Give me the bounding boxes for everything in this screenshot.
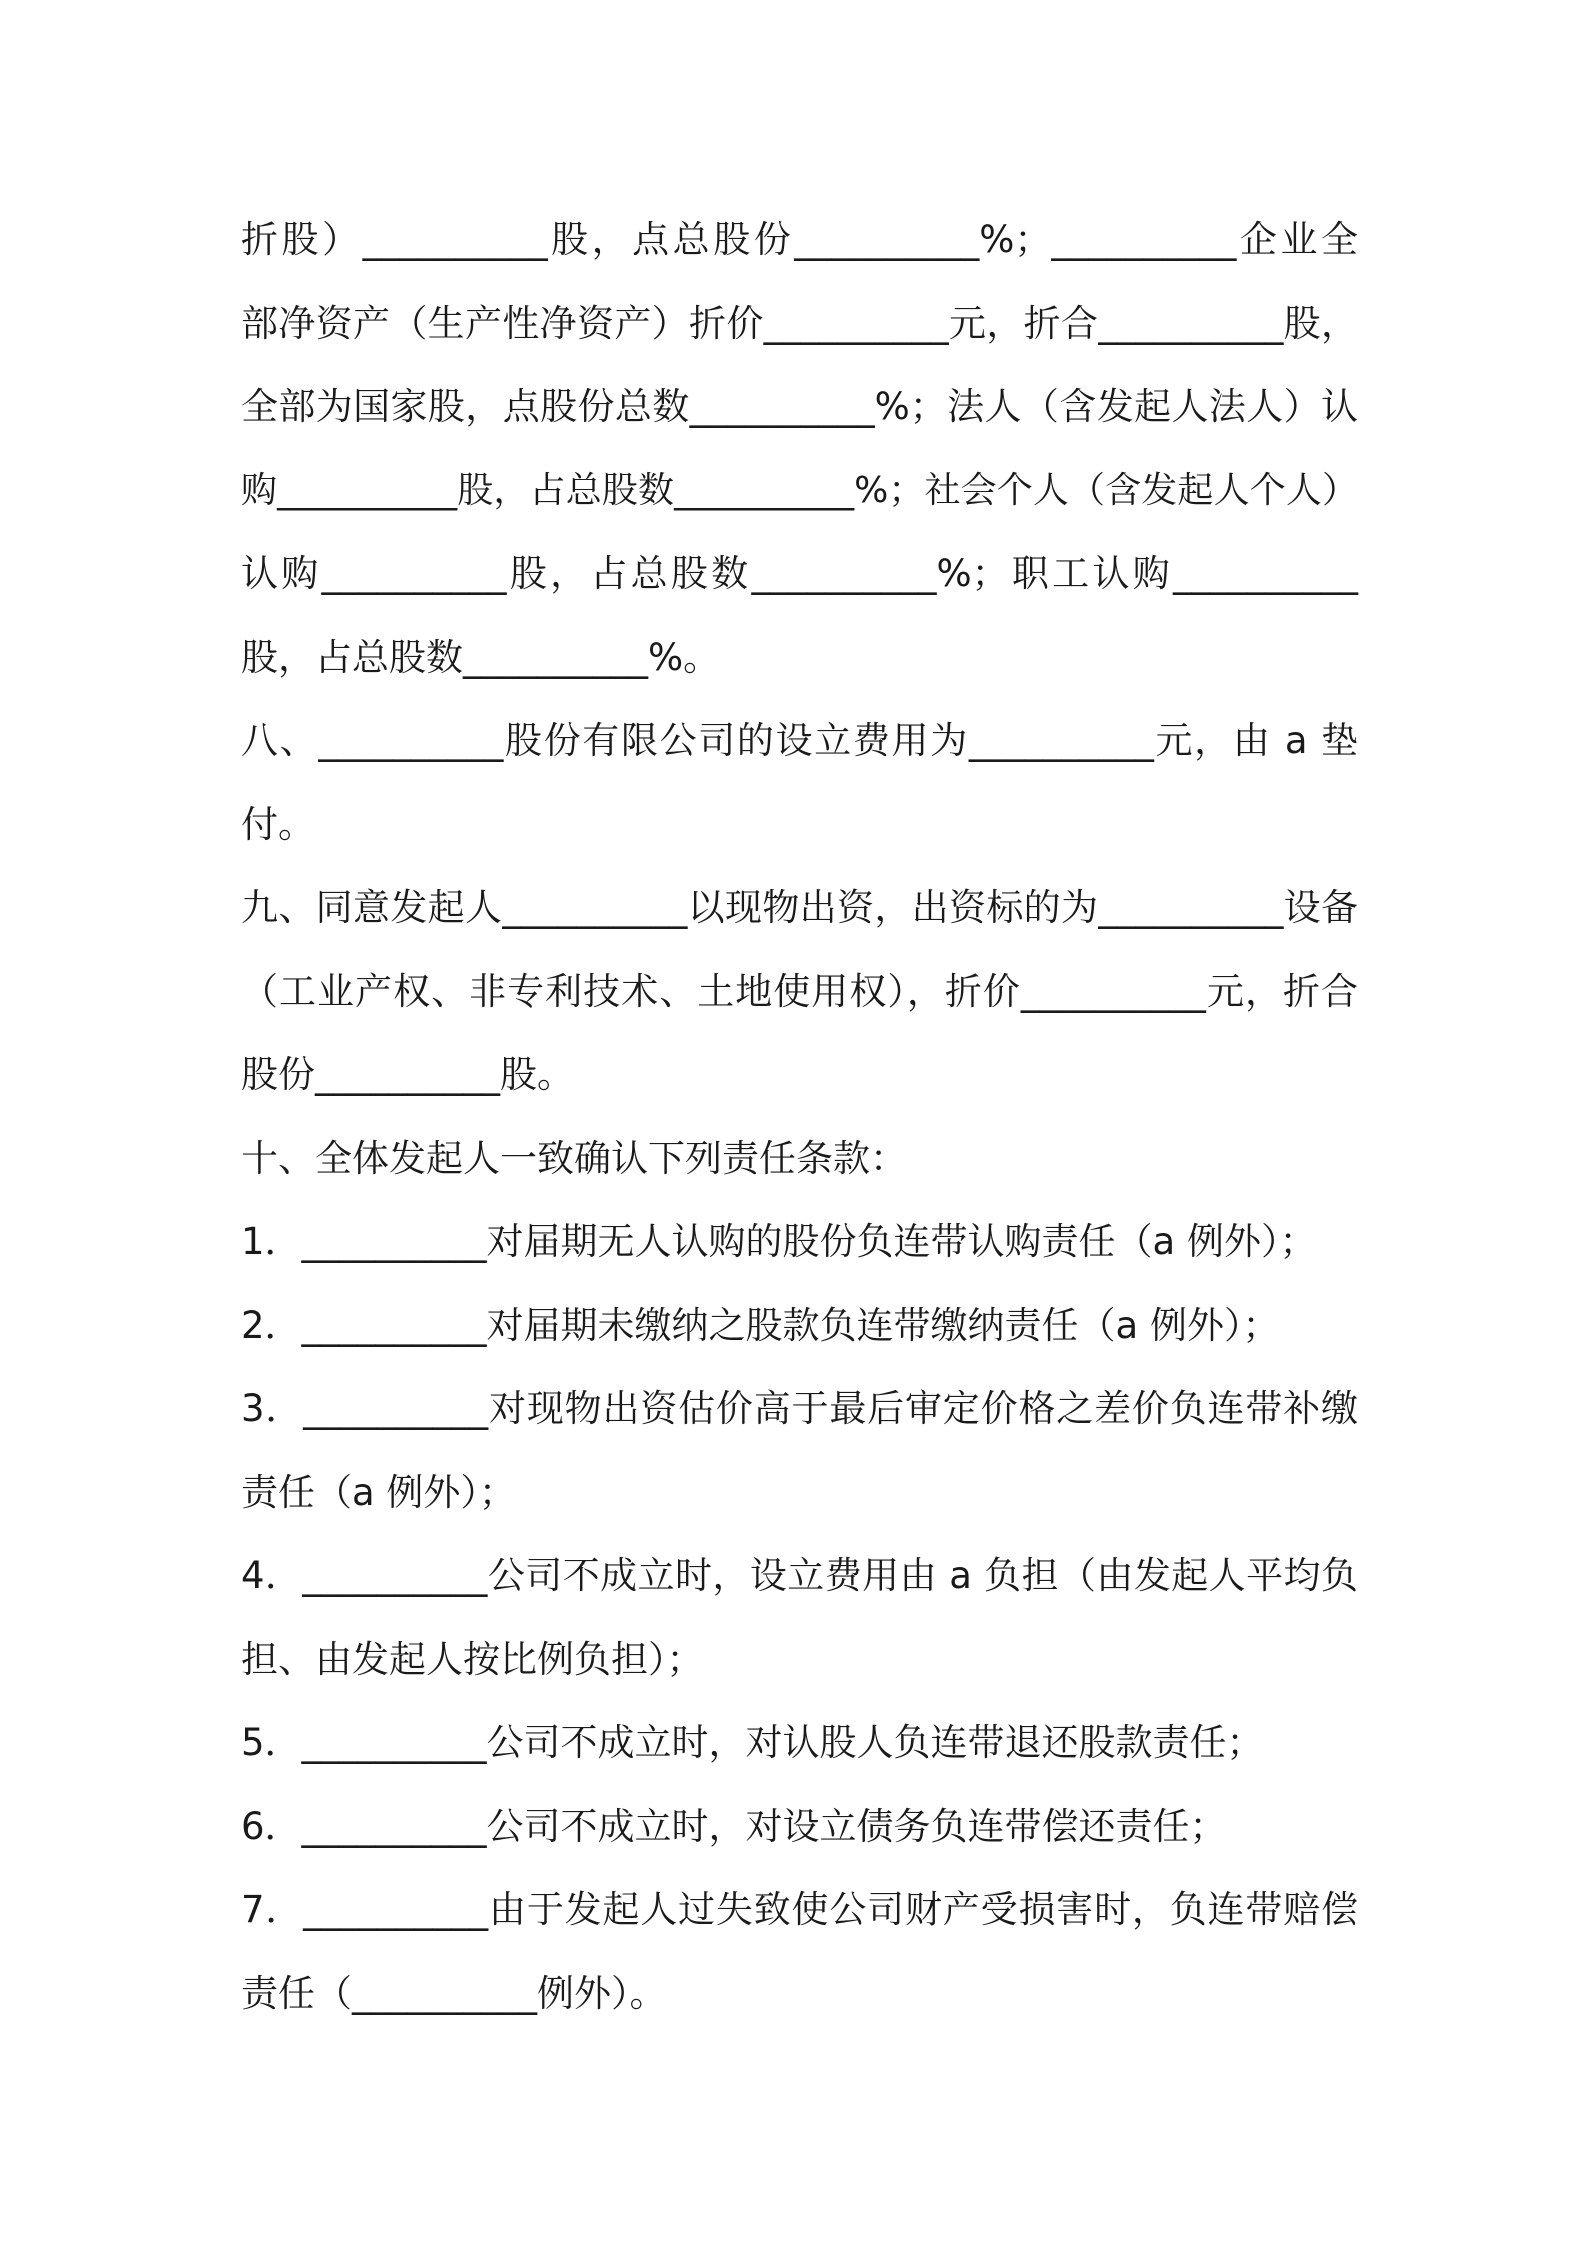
- text-line: 责任（a 例外）；: [241, 1470, 516, 1514]
- text-line: 购__________股，占总股数__________%；社会个人（含发起人个人）: [241, 469, 1358, 511]
- text-line: 1．__________对届期无人认购的股份负连带认购责任（a 例外）；: [241, 1220, 1317, 1263]
- text-line: 4．__________公司不成立时，设立费用由 a 负担（由发起人平均负: [241, 1554, 1358, 1597]
- text-line: 十、全体发起人一致确认下列责任条款：: [241, 1136, 907, 1180]
- text-line: 九、同意发起人__________以现物出资，出资标的为__________设备: [241, 886, 1358, 929]
- text-line: 5．__________公司不成立时，对认股人负连带退还股款责任；: [241, 1721, 1264, 1764]
- text-line: 全部为国家股，点股份总数__________%；法人（含发起人法人）认: [241, 385, 1358, 428]
- text-line: 折股）__________股，点总股份__________%；__________企业全: [241, 218, 1358, 261]
- document-body: [241, 198, 1358, 2035]
- text-line: 6．__________公司不成立时，对设立债务负连带偿还责任；: [241, 1804, 1227, 1848]
- text-line: 股份__________股。: [241, 1053, 574, 1096]
- text-line: 部净资产（生产性净资产）折价__________元，折合__________股，: [241, 301, 1358, 345]
- text-line: 股，占总股数__________%。: [241, 635, 721, 679]
- text-line: 八、__________股份有限公司的设立费用为__________元，由 a 垫: [241, 719, 1358, 762]
- text-line: 2．__________对届期未缴纳之股款负连带缴纳责任（a 例外）；: [241, 1303, 1280, 1347]
- text-line: 3．__________对现物出资估价高于最后审定价格之差价负连带补缴: [241, 1387, 1358, 1430]
- text-line: 认购__________股，占总股数__________%；职工认购__________: [241, 552, 1358, 595]
- text-line: 责任（__________例外）。: [241, 1971, 667, 2015]
- text-line: （工业产权、非专利技术、土地使用权），折价__________元，折合: [241, 969, 1358, 1013]
- text-line: 7．__________由于发起人过失致使公司财产受损害时，负连带赔偿: [241, 1888, 1358, 1931]
- text-line: 担、由发起人按比例负担）；: [241, 1637, 704, 1681]
- text-line: 付。: [241, 802, 315, 846]
